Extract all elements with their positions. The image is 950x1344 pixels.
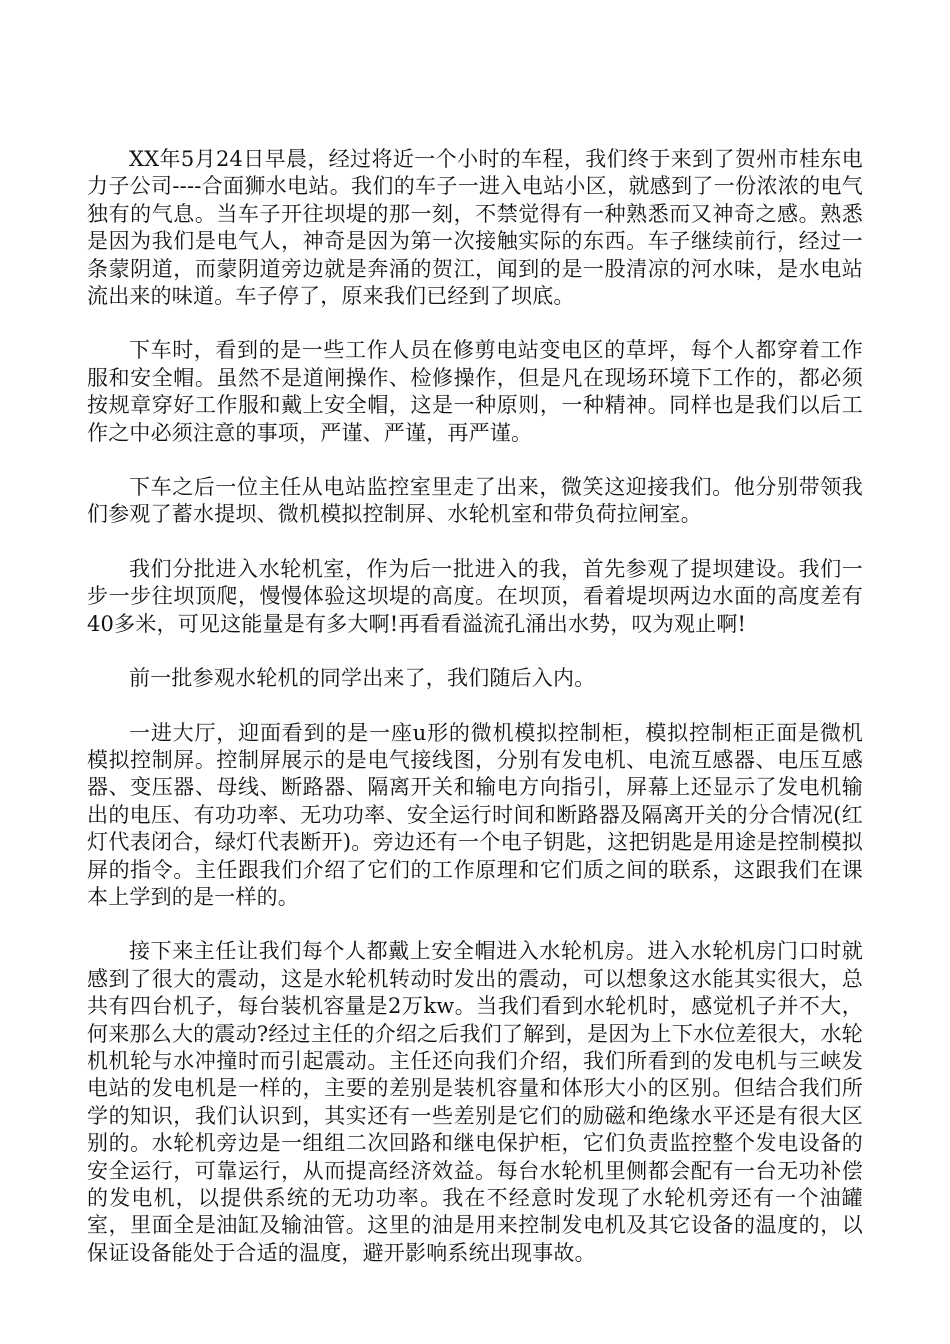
paragraph-director: 下车之后一位主任从电站监控室里走了出来，微笑这迎接我们。他分别带领我们参观了蓄水提坝、微机模拟控制屏、水轮机室和带负荷拉闸室。 <box>87 475 863 527</box>
paragraph-arrival: XX年5月24日早晨，经过将近一个小时的车程，我们终于来到了贺州市桂东电力子公司----合面狮水电站。我们的车子一进入电站小区，就感到了一份浓浓的电气独有的气息。当车子开往坝堤的那一刻，不禁觉得有一种熟悉而又神奇之感。熟悉是因为我们是电气人，神奇是因为第一次接触实际的东西。车子继续前行，经过一条蒙阴道，而蒙阴道旁边就是奔涌的贺江，闻到的是一股清凉的河水味，是水电站流出来的味道。车子停了，原来我们已经到了坝底。 <box>87 147 863 309</box>
paragraph-turbine-entry: 前一批参观水轮机的同学出来了，我们随后入内。 <box>129 666 596 691</box>
paragraph-control-panel: 一进大厅，迎面看到的是一座u形的微机模拟控制柜，模拟控制柜正面是微机模拟控制屏。控制屏展示的是电气接线图，分别有发电机、电流互感器、电压互感器、变压器、母线、断路器、隔离开关和输电方向指引，屏幕上还显示了发电机输出的电压、有功功率、无功功率、安全运行时间和断路器及隔离开关的分合情况(红灯代表闭合，绿灯代表断开)。旁边还有一个电子钥匙，这把钥匙是用途是控制模拟屏的指令。主任跟我们介绍了它们的工作原理和它们质之间的联系，这跟我们在课本上学到的是一样的。 <box>87 720 863 909</box>
document-body <box>87 146 863 1294</box>
paragraph-safety: 下车时，看到的是一些工作人员在修剪电站变电区的草坪，每个人都穿着工作服和安全帽。虽然不是道闸操作、检修操作，但是凡在现场环境下工作的，都必须按规章穿好工作服和戴上安全帽，这是一种原则，一种精神。同样也是我们以后工作之中必须注意的事项，严谨、严谨，再严谨。 <box>87 338 863 445</box>
paragraph-turbine-room: 接下来主任让我们每个人都戴上安全帽进入水轮机房。进入水轮机房门口时就感到了很大的震动，这是水轮机转动时发出的震动，可以想象这水能其实很大，总共有四台机子，每台装机容量是2万kw。当我们看到水轮机时，感觉机子并不大，何来那么大的震动?经过主任的介绍之后我们了解到，是因为上下水位差很大，水轮机机轮与水冲撞时而引起震动。主任还向我们介绍，我们所看到的发电机与三峡发电站的发电机是一样的，主要的差别是装机容量和体形大小的区别。但结合我们所学的知识，我们认识到，其实还有一些差别是它们的励磁和绝缘水平还是有很大区别的。水轮机旁边是一组组二次回路和继电保护柜，它们负责监控整个发电设备的安全运行，可靠运行，从而提高经济效益。每台水轮机里侧都会配有一台无功补偿的发电机，以提供系统的无功功率。我在不经意时发现了水轮机旁还有一个油罐室，里面全是油缸及输油管。这里的油是用来控制发电机及其它设备的温度的，以保证设备能处于合适的温度，避开影响系统出现事故。 <box>87 939 863 1265</box>
paragraph-dam: 我们分批进入水轮机室，作为后一批进入的我，首先参观了提坝建设。我们一步一步往坝顶爬，慢慢体验这坝堤的高度。在坝顶，看着堤坝两边水面的高度差有40多米，可见这能量是有多大啊!再看看溢流孔涌出水势，叹为观止啊! <box>87 556 863 636</box>
